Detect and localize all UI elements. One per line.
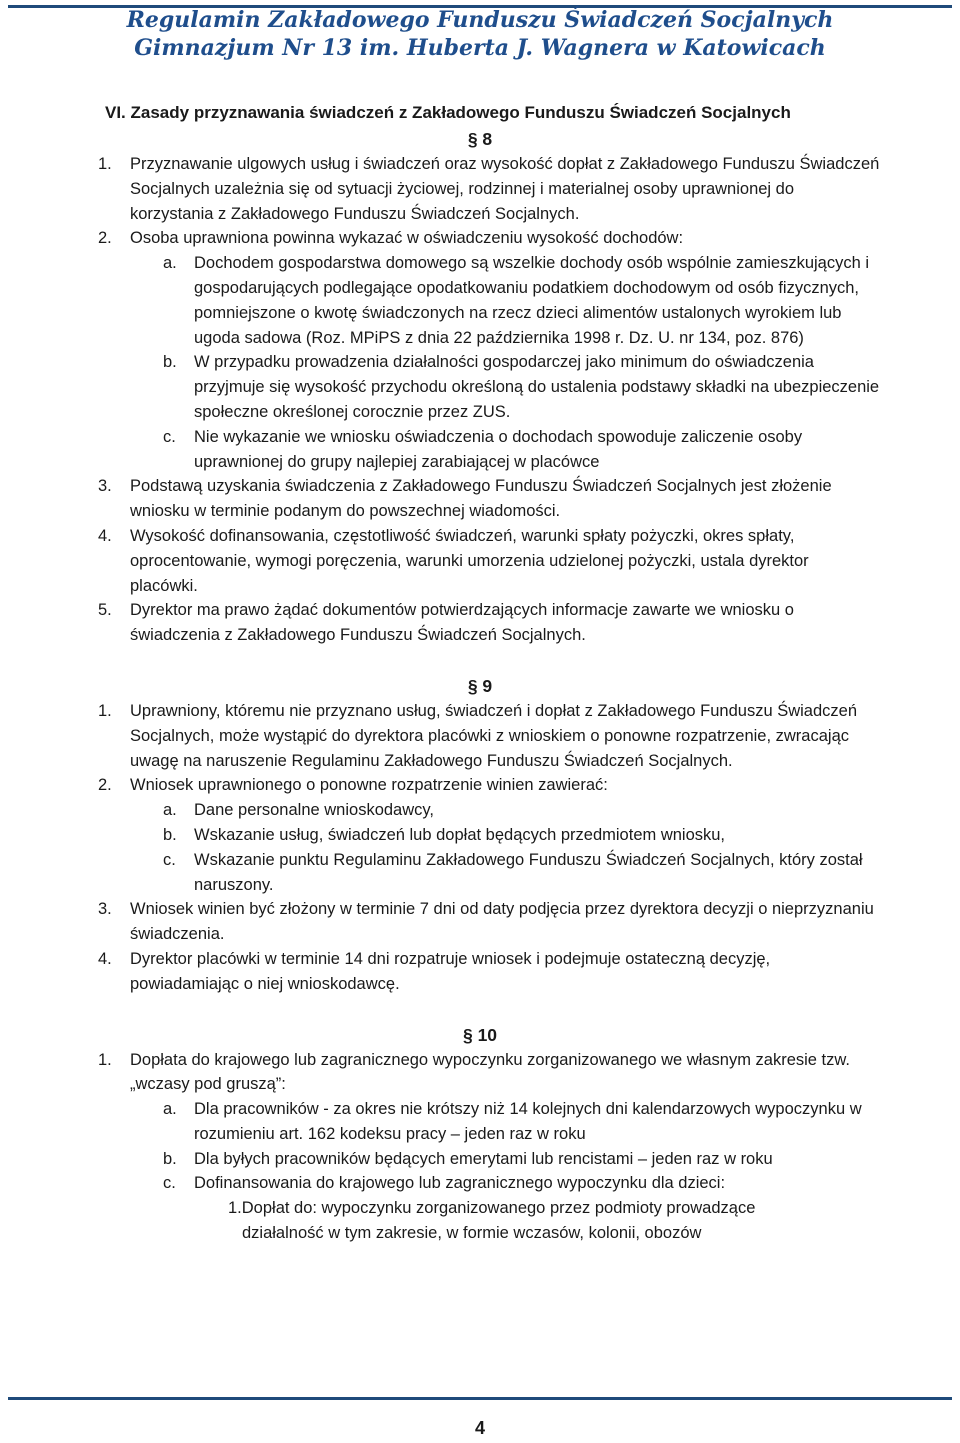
sub-sub-item-continuation: działalność w tym zakresie, w formie wczasów, kolonii, obozów — [242, 1224, 702, 1243]
item-text: Wniosek winien być złożony w terminie 7 dni od daty podjęcia przez dyrektora decyzji o nieprzyznaniu świadczenia. — [130, 900, 874, 944]
list-item — [0, 947, 960, 997]
sub-item-letter: c. — [163, 1174, 176, 1193]
item-number: 3. — [98, 477, 112, 496]
sub-item — [0, 1171, 960, 1196]
sub-item-text: Dla pracowników - za okres nie krótszy niż 14 kolejnych dni kalendarzowych wypoczynku w rozumieniu art. 162 kodeksu pracy – jeden raz w roku — [194, 1100, 862, 1143]
list-item — [0, 598, 960, 648]
sub-item-letter: b. — [163, 1149, 177, 1168]
sub-item-text: Dochodem gospodarstwa domowego są wszelkie dochody osób wspólnie zamieszkujących i gospodarujących podlegające opodatkowaniu podatkiem dochodowym od osób fizycznych, pomniejszone o kwotę świadczonych na rzecz dzieci alimentów ustalonych wyrokiem lub ugoda sadowa (Roz. MPiPS z dnia 22 października 1998 r. Dz. U. nr 134, poz. 876) — [194, 254, 870, 347]
sub-sub-item-lead: 1.Dopłat do: wypoczynku zorganizowanego przez podmioty prowadzące — [228, 1199, 756, 1218]
sub-sub-item — [0, 1196, 960, 1246]
item-number: 1. — [98, 701, 112, 720]
spacer — [0, 648, 960, 673]
paragraph-10-title: § 10 — [462, 1024, 498, 1045]
footer-rule — [8, 1397, 952, 1400]
list-item — [0, 226, 960, 251]
item-text: Wniosek uprawnionego o ponowne rozpatrzenie winien zawierać: — [130, 776, 608, 795]
sub-item-letter: b. — [163, 353, 177, 372]
sub-item-letter: a. — [163, 254, 177, 273]
sub-item — [0, 1147, 960, 1172]
list-item — [0, 152, 960, 226]
document-body — [0, 100, 960, 1246]
item-number: 2. — [98, 776, 112, 795]
paragraph-8-title: § 8 — [467, 129, 493, 149]
page-number: 4 — [474, 1418, 485, 1438]
section-title: VI. Zasady przyznawania świadczeń z Zakładowego Funduszu Świadczeń Socjalnych — [105, 103, 791, 122]
item-text: Wysokość dofinansowania, częstotliwość świadczeń, warunki spłaty pożyczki, okres spłaty, oprocentowanie, wymogi poręczenia, warunki umorzenia udzielonej pożyczki, ustala dyrektor placówki. — [130, 526, 809, 595]
sub-item-text: Dofinansowania do krajowego lub zagranicznego wypoczynku dla dzieci: — [194, 1174, 726, 1193]
item-number: 1. — [98, 1050, 112, 1069]
sub-item — [0, 350, 960, 424]
item-text: Uprawniony, któremu nie przyznano usług, świadczeń i dopłat z Zakładowego Funduszu Świadczeń Socjalnych, może wystąpić do dyrektora placówki z wnioskiem o ponowne rozpatrzenie, zwracając uwagę na naruszenie Regulaminu Zakładowego Funduszu Świadczeń Socjalnych. — [130, 701, 857, 770]
sub-item — [0, 848, 960, 898]
item-text: Dyrektor ma prawo żądać dokumentów potwierdzających informacje zawarte we wniosku o świadczenia z Zakładowego Funduszu Świadczeń Socjalnych. — [130, 601, 794, 645]
list-item — [0, 897, 960, 947]
item-text: Podstawą uzyskania świadczenia z Zakładowego Funduszu Świadczeń Socjalnych jest złożenie wniosku w terminie podanym do powszechnej wiadomości. — [130, 477, 832, 521]
sub-item-letter: b. — [163, 825, 177, 844]
item-number: 3. — [98, 900, 112, 919]
sub-item — [0, 425, 960, 475]
sub-item-letter: c. — [163, 427, 176, 446]
sub-item-letter: a. — [163, 1100, 177, 1119]
list-item — [0, 699, 960, 773]
sub-item-text: Wskazanie usług, świadczeń lub dopłat będących przedmiotem wniosku, — [194, 825, 726, 844]
item-text: Dopłata do krajowego lub zagranicznego wypoczynku zorganizowanego we własnym zakresie tzw. „wczasy pod gruszą”: — [130, 1050, 850, 1094]
list-item — [0, 773, 960, 798]
sub-item-text: W przypadku prowadzenia działalności gospodarczej jako minimum do oświadczenia przyjmuje się wysokość przychodu określoną do ustalenia podstawy składki na ubezpieczenie społeczne określonej corocznie przez ZUS. — [194, 353, 880, 421]
header-line-2: Gimnazjum Nr 13 im. Huberta J. Wagnera w Katowicach — [134, 35, 826, 61]
sub-item-text: Wskazanie punktu Regulaminu Zakładowego Funduszu Świadczeń Socjalnych, który został naruszony. — [194, 850, 863, 894]
item-text: Osoba uprawniona powinna wykazać w oświadczeniu wysokość dochodów: — [130, 229, 684, 248]
spacer — [0, 997, 960, 1022]
list-item — [0, 524, 960, 598]
item-number: 5. — [98, 601, 112, 620]
sub-item-text: Nie wykazanie we wniosku oświadczenia o dochodach spowoduje zaliczenie osoby uprawnionej do grupy najlepiej zarabiającej w placówce — [194, 427, 803, 471]
header-line-1: Regulamin Zakładowego Funduszu Świadczeń Socjalnych — [126, 7, 834, 33]
paragraph-9-title: § 9 — [467, 675, 493, 696]
list-item — [0, 474, 960, 524]
sub-item — [0, 823, 960, 848]
sub-item-letter: a. — [163, 801, 177, 820]
sub-item — [0, 798, 960, 823]
item-number: 4. — [98, 526, 112, 545]
list-item — [0, 1048, 960, 1098]
document-header — [0, 6, 960, 62]
sub-item-text: Dane personalne wnioskodawcy, — [194, 801, 434, 820]
item-number: 2. — [98, 229, 112, 248]
sub-item-text: Dla byłych pracowników będących emerytami lub rencistami – jeden raz w roku — [194, 1149, 773, 1168]
item-number: 1. — [98, 155, 112, 173]
sub-item — [0, 251, 960, 350]
item-text: Dyrektor placówki w terminie 14 dni rozpatruje wniosek i podejmuje ostateczną decyzję, powiadamiając o niej wnioskodawcę. — [130, 949, 771, 993]
item-number: 4. — [98, 949, 112, 968]
item-text: Przyznawanie ulgowych usług i świadczeń oraz wysokość dopłat z Zakładowego Funduszu Świadczeń Socjalnych uzależnia się od sytuacji życiowej, rodzinnej i materialnej osoby uprawnionej do korzystania z Zakładowego Funduszu Świadczeń Socjalnych. — [130, 155, 880, 223]
sub-item-letter: c. — [163, 850, 176, 869]
sub-item — [0, 1097, 960, 1147]
